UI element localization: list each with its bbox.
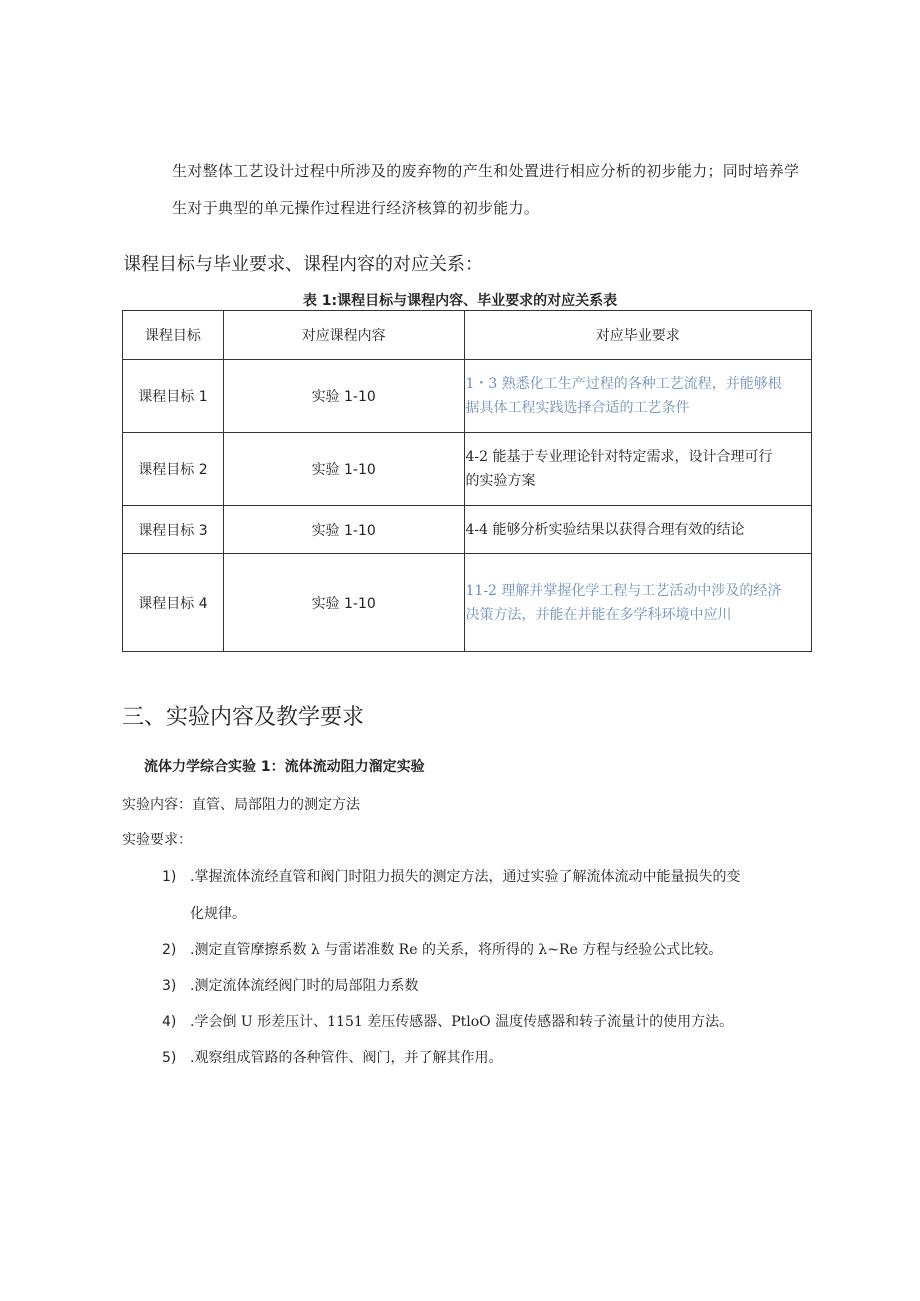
content-cell: 实验 1-10 — [223, 554, 464, 652]
table-row — [123, 360, 812, 433]
requirement-line: 4-2 能基于专业理论针对特定需求，设计合理可行 — [465, 449, 773, 465]
intro-line-2: 生对于典型的单元操作过程进行经济核算的初步能力。 — [172, 199, 540, 217]
requirement-cell — [464, 506, 812, 554]
goal-cell: 课程目标 2 — [123, 433, 224, 506]
header-goal: 课程目标 — [123, 311, 224, 360]
requirement-item — [162, 975, 418, 995]
table-row — [123, 506, 812, 554]
goal-cell: 课程目标 3 — [123, 506, 224, 554]
requirement-line: 据具体工程实践选择合适的工艺条件 — [465, 400, 690, 416]
requirement-line: 决策方法，并能在并能在多学科环境中应川 — [465, 606, 732, 623]
content-cell: 实验 1-10 — [223, 506, 464, 554]
table-header-row — [123, 311, 812, 360]
requirement-line: 1・3 熟悉化工生产过程的各种工艺流程，并能够根 — [465, 376, 782, 392]
table-row — [123, 433, 812, 506]
requirement-line: 4-4 能够分析实验结果以获得合理有效的结论 — [465, 521, 745, 538]
requirement-cell — [464, 360, 812, 433]
goal-cell: 课程目标 1 — [123, 360, 224, 433]
requirement-item — [162, 1047, 502, 1067]
requirement-cell — [464, 554, 812, 652]
requirement-text: .测定流体流经阀门时的局部阻力系数 — [190, 978, 419, 994]
requirement-number: 5) — [162, 1050, 177, 1066]
requirement-number: 2) — [162, 942, 177, 958]
requirement-text: .学会倒 U 形差压计、1151 差压传感器、PtloO 温度传感器和转子流量计的使用方法。 — [190, 1014, 734, 1030]
header-requirement: 对应毕业要求 — [464, 311, 812, 360]
requirement-number: 1) — [162, 869, 177, 885]
experiment-content: 实验内容：直管、局部阻力的测定方法 — [122, 797, 360, 813]
requirement-number: 3) — [162, 978, 177, 994]
goals-table — [122, 310, 812, 652]
content-cell: 实验 1-10 — [223, 433, 464, 506]
table-row — [123, 554, 812, 652]
requirement-item — [162, 866, 740, 886]
mapping-heading: 课程目标与毕业要求、课程内容的对应关系： — [123, 254, 483, 275]
requirement-item — [162, 939, 722, 959]
requirement-continuation: 化规律。 — [190, 906, 246, 922]
table-caption: 表 1:课程目标与课程内容、毕业要求的对应关系表 — [302, 293, 618, 309]
requirement-text: .观察组成管路的各种管件、阀门，并了解其作用。 — [190, 1050, 503, 1066]
goal-cell: 课程目标 4 — [123, 554, 224, 652]
intro-line-1: 生对整体工艺设计过程中所涉及的废弃物的产生和处置进行相应分析的初步能力；同时培养学 — [172, 162, 800, 180]
content-cell: 实验 1-10 — [223, 360, 464, 433]
requirement-line: 11-2 理解并掌握化学工程与工艺活动中涉及的经济 — [465, 582, 782, 599]
requirement-line: 的实验方案 — [465, 473, 536, 489]
experiment-title: 流体力学综合实验 1：流体流动阻力溜定实验 — [144, 759, 425, 775]
requirement-text: .测定直管摩擦系数 λ 与雷诺准数 Re 的关系，将所得的 λ~Re 方程与经验公式比较。 — [190, 942, 723, 958]
requirement-cell — [464, 433, 812, 506]
requirements-label: 实验要求： — [122, 832, 192, 848]
section-heading: 三、实验内容及教学要求 — [122, 705, 365, 730]
requirement-number: 4) — [162, 1014, 177, 1030]
header-content: 对应课程内容 — [223, 311, 464, 360]
requirement-item — [162, 1011, 733, 1031]
requirement-text: .掌握流体流经直管和阀门时阻力损失的测定方法，通过实验了解流体流动中能量损失的变 — [190, 869, 741, 885]
